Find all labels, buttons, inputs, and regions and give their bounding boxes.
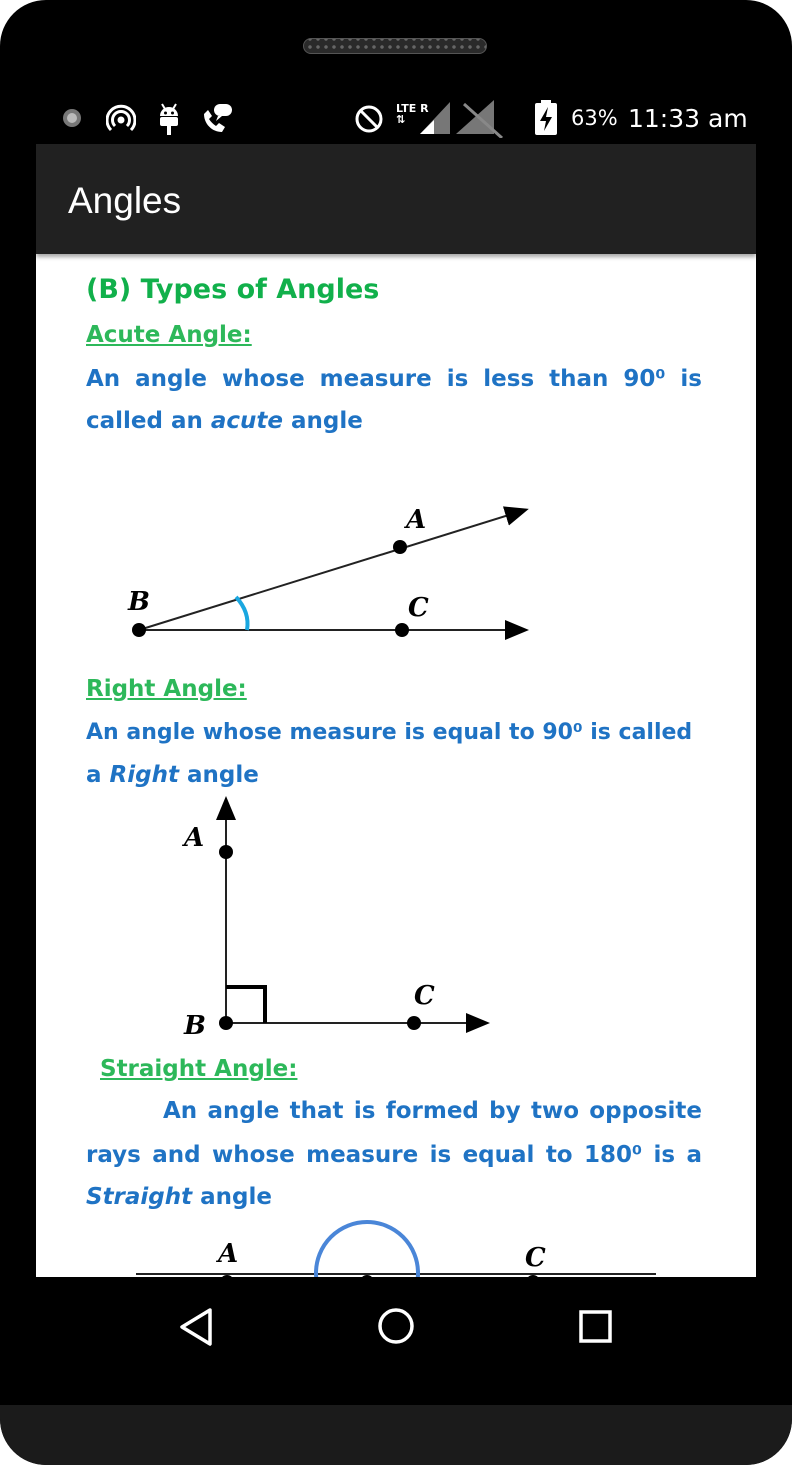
point-a bbox=[219, 845, 233, 859]
network-type: LTE R ⇅ bbox=[396, 102, 429, 126]
earpiece-speaker bbox=[303, 38, 487, 54]
right-angle-mark bbox=[226, 987, 265, 1023]
home-button[interactable] bbox=[376, 1306, 416, 1346]
label-a: A bbox=[406, 505, 427, 535]
label-c: C bbox=[525, 1243, 546, 1273]
point-c bbox=[407, 1016, 421, 1030]
page-title: Angles bbox=[68, 180, 182, 221]
status-bar bbox=[36, 90, 756, 144]
straight-angle-diagram bbox=[116, 1216, 676, 1277]
app-bar bbox=[36, 144, 756, 254]
label-c: C bbox=[408, 593, 429, 623]
label-b: B bbox=[184, 1011, 206, 1041]
clock: 11:33 am bbox=[628, 104, 748, 133]
label-a: A bbox=[218, 1239, 239, 1269]
voicemail-call-icon bbox=[200, 102, 234, 136]
no-signal-icon bbox=[456, 98, 504, 138]
phone-chin bbox=[0, 1405, 792, 1465]
angle-arc bbox=[236, 597, 248, 630]
battery-percent: 63% bbox=[571, 106, 618, 130]
signal-icon bbox=[420, 102, 450, 134]
label-a: A bbox=[184, 823, 205, 853]
point-b bbox=[219, 1016, 233, 1030]
record-dot-icon bbox=[62, 108, 82, 128]
navigation-bar bbox=[36, 1277, 756, 1377]
acute-angle-diagram bbox=[116, 494, 536, 654]
straight-definition-line2: rays and whose measure is equal to 180⁰ is a bbox=[86, 1142, 702, 1168]
label-b: B bbox=[128, 587, 150, 617]
point-a bbox=[393, 540, 407, 554]
section-heading: (B) Types of Angles bbox=[86, 274, 380, 305]
right-angle-diagram bbox=[176, 794, 506, 1044]
ray-ba bbox=[139, 510, 525, 630]
point-c bbox=[395, 623, 409, 637]
do-not-disturb-icon bbox=[354, 104, 384, 134]
right-definition-line1: An angle whose measure is equal to 90⁰ is called bbox=[86, 720, 693, 745]
lesson-content[interactable] bbox=[36, 254, 756, 1277]
label-c: C bbox=[414, 981, 435, 1011]
angle-circle bbox=[316, 1222, 418, 1277]
back-button[interactable] bbox=[178, 1307, 214, 1347]
straight-definition-line1: An angle that is formed by two opposite bbox=[163, 1098, 702, 1124]
recents-button[interactable] bbox=[578, 1309, 614, 1345]
hotspot-icon bbox=[106, 104, 136, 134]
right-title: Right Angle: bbox=[86, 676, 247, 702]
android-debug-icon bbox=[156, 102, 182, 136]
acute-definition-line2: called an acute angle bbox=[86, 408, 363, 434]
straight-definition-line3: Straight angle bbox=[86, 1184, 272, 1210]
battery-charging-icon bbox=[534, 100, 558, 136]
point-b bbox=[132, 623, 146, 637]
right-definition-line2: a Right angle bbox=[86, 762, 259, 788]
acute-title: Acute Angle: bbox=[86, 322, 252, 348]
acute-definition-line1: An angle whose measure is less than 90⁰ is bbox=[86, 366, 702, 392]
straight-title: Straight Angle: bbox=[100, 1056, 298, 1082]
